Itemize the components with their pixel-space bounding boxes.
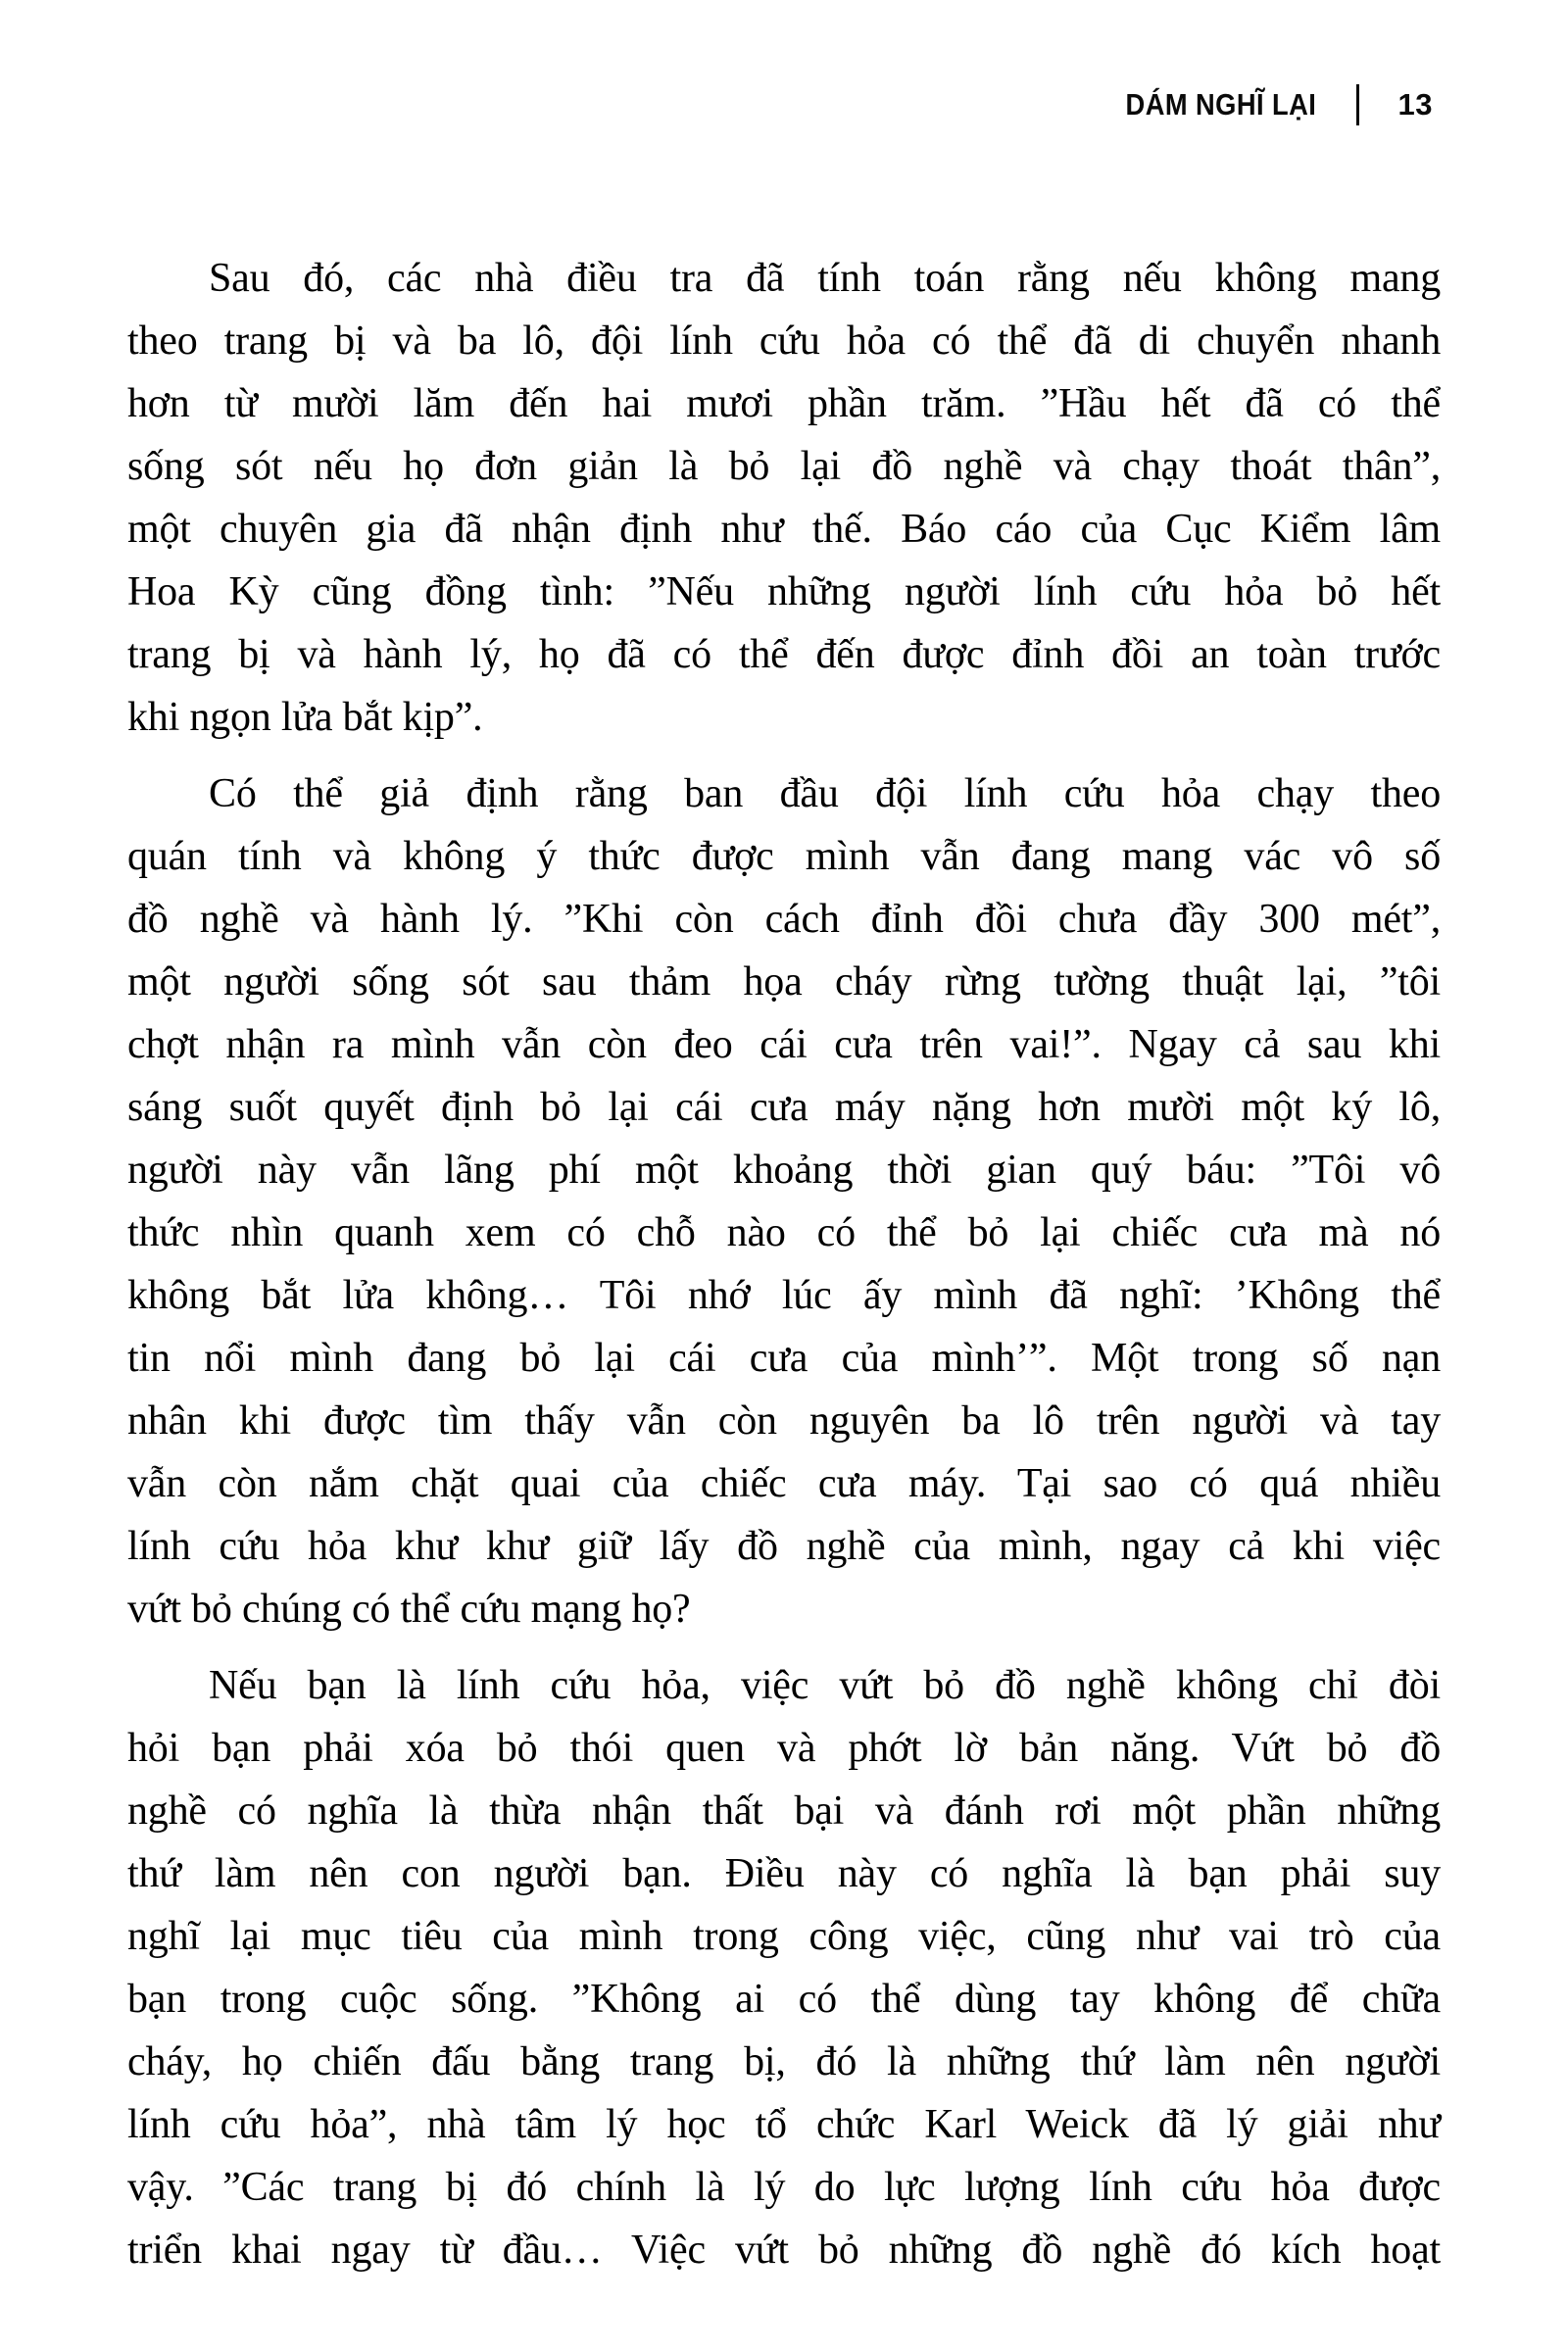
text-line: nhân khi được tìm thấy vẫn còn nguyên ba lô trên người và tay bbox=[127, 1398, 1441, 1444]
text-line: bạn trong cuộc sống. ”Không ai có thể dùng tay không để chữa bbox=[127, 1977, 1441, 2022]
text-line: Có thể giả định rằng ban đầu đội lính cứu hỏa chạy theo bbox=[209, 771, 1441, 816]
text-line: chợt nhận ra mình vẫn còn đeo cái cưa trên vai!”. Ngay cả sau khi bbox=[127, 1022, 1441, 1067]
text-line: hỏi bạn phải xóa bỏ thói quen và phớt lờ bản năng. Vứt bỏ đồ bbox=[127, 1726, 1441, 1771]
text-line: triển khai ngay từ đầu… Việc vứt bỏ những đồ nghề đó kích hoạt bbox=[127, 2228, 1441, 2273]
text-line: theo trang bị và ba lô, đội lính cứu hỏa có thể đã di chuyển nhanh bbox=[127, 318, 1441, 364]
text-line: lính cứu hỏa”, nhà tâm lý học tổ chức Karl Weick đã lý giải như bbox=[127, 2102, 1441, 2147]
text-line: cháy, họ chiến đấu bằng trang bị, đó là những thứ làm nên người bbox=[127, 2039, 1441, 2084]
text-line: người này vẫn lãng phí một khoảng thời gian quý báu: ”Tôi vô bbox=[127, 1148, 1441, 1193]
text-line: quán tính và không ý thức được mình vẫn đang mang vác vô số bbox=[127, 834, 1441, 879]
text-line: một chuyên gia đã nhận định như thế. Báo cáo của Cục Kiểm lâm bbox=[127, 507, 1441, 552]
text-line: nghĩ lại mục tiêu của mình trong công việc, cũng như vai trò của bbox=[127, 1914, 1441, 1959]
running-header-title: DÁM NGHĨ LẠI bbox=[1125, 87, 1317, 122]
text-line: trang bị và hành lý, họ đã có thể đến được đỉnh đồi an toàn trước bbox=[127, 632, 1441, 677]
text-line: Nếu bạn là lính cứu hỏa, việc vứt bỏ đồ nghề không chỉ đòi bbox=[209, 1663, 1441, 1708]
text-line: không bắt lửa không… Tôi nhớ lúc ấy mình đã nghĩ: ’Không thể bbox=[127, 1273, 1441, 1318]
text-line: đồ nghề và hành lý. ”Khi còn cách đỉnh đồi chưa đầy 300 mét”, bbox=[127, 897, 1441, 942]
paragraph bbox=[127, 247, 1441, 749]
text-line: tin nổi mình đang bỏ lại cái cưa của mình’”. Một trong số nạn bbox=[127, 1336, 1441, 1381]
text-line: sáng suốt quyết định bỏ lại cái cưa máy nặng hơn mười một ký lô, bbox=[127, 1085, 1441, 1130]
paragraph bbox=[127, 762, 1441, 1641]
text-line: hơn từ mười lăm đến hai mươi phần trăm. ”Hầu hết đã có thể bbox=[127, 381, 1441, 426]
text-line: vứt bỏ chúng có thể cứu mạng họ? bbox=[127, 1587, 691, 1632]
text-line: nghề có nghĩa là thừa nhận thất bại và đánh rơi một phần những bbox=[127, 1788, 1441, 1834]
text-line: vẫn còn nắm chặt quai của chiếc cưa máy. Tại sao có quá nhiều bbox=[127, 1461, 1441, 1506]
text-line: sống sót nếu họ đơn giản là bỏ lại đồ nghề và chạy thoát thân”, bbox=[127, 444, 1441, 489]
text-line: thứ làm nên con người bạn. Điều này có nghĩa là bạn phải suy bbox=[127, 1851, 1441, 1896]
text-line: vậy. ”Các trang bị đó chính là lý do lực lượng lính cứu hỏa được bbox=[127, 2165, 1441, 2210]
text-line: lính cứu hỏa khư khư giữ lấy đồ nghề của mình, ngay cả khi việc bbox=[127, 1524, 1441, 1569]
header-divider bbox=[1356, 84, 1359, 125]
paragraph bbox=[127, 1654, 1441, 2281]
running-header bbox=[127, 84, 1433, 125]
page-number: 13 bbox=[1397, 87, 1433, 122]
text-line: một người sống sót sau thảm họa cháy rừng tường thuật lại, ”tôi bbox=[127, 959, 1441, 1004]
text-line: khi ngọn lửa bắt kịp”. bbox=[127, 695, 483, 740]
body-text bbox=[127, 247, 1441, 2295]
text-line: thức nhìn quanh xem có chỗ nào có thể bỏ lại chiếc cưa mà nó bbox=[127, 1210, 1441, 1255]
text-line: Sau đó, các nhà điều tra đã tính toán rằng nếu không mang bbox=[209, 256, 1441, 301]
text-line: Hoa Kỳ cũng đồng tình: ”Nếu những người lính cứu hỏa bỏ hết bbox=[127, 569, 1441, 614]
